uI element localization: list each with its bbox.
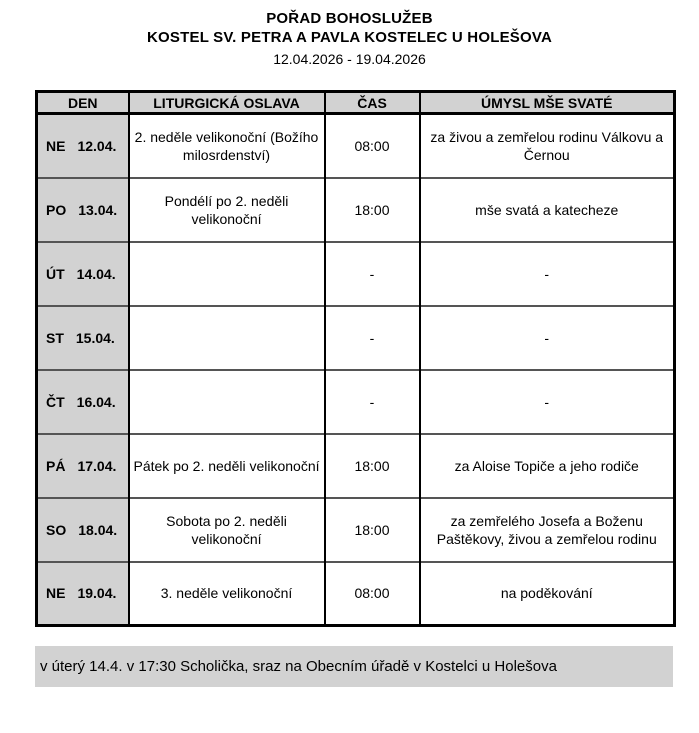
day-date: 17.04. — [77, 457, 117, 474]
day-date: 12.04. — [77, 137, 117, 154]
page-subtitle: KOSTEL SV. PETRA A PAVLA KOSTELEC U HOLEŠOVA — [147, 29, 552, 46]
day-cell — [37, 562, 129, 626]
day-abbrev: ÚT — [46, 265, 65, 282]
column-header-cas: ČAS — [325, 92, 420, 114]
day-cell — [37, 370, 129, 434]
day-date: 18.04. — [78, 521, 118, 538]
table-row — [37, 178, 675, 242]
time-cell: - — [325, 306, 420, 370]
celebration-cell — [129, 370, 325, 434]
intention-cell: na poděkování — [420, 562, 675, 626]
column-header-den: DEN — [37, 92, 129, 114]
title-block — [0, 0, 699, 69]
day-cell — [37, 498, 129, 562]
intention-cell: - — [420, 306, 675, 370]
column-header-liturgicka-oslava: LITURGICKÁ OSLAVA — [129, 92, 325, 114]
schedule-table — [35, 90, 676, 627]
day-abbrev: NE — [46, 137, 66, 154]
intention-cell: za Aloise Topiče a jeho rodiče — [420, 434, 675, 498]
day-abbrev: ČT — [46, 393, 65, 410]
celebration-cell: 3. neděle velikonoční — [129, 562, 325, 626]
header-row — [37, 92, 675, 114]
day-cell — [37, 306, 129, 370]
table-row — [37, 370, 675, 434]
time-cell: 08:00 — [325, 114, 420, 178]
table-row — [37, 562, 675, 626]
time-cell: - — [325, 370, 420, 434]
day-cell — [37, 242, 129, 306]
time-cell: 18:00 — [325, 178, 420, 242]
page-title: POŘAD BOHOSLUŽEB — [266, 10, 433, 27]
day-abbrev: ST — [46, 329, 64, 346]
day-cell — [37, 178, 129, 242]
celebration-cell: Pátek po 2. neděli velikonoční — [129, 434, 325, 498]
celebration-cell: 2. neděle velikonoční (Božího milosrdenství) — [129, 114, 325, 178]
date-range: 12.04.2026 - 19.04.2026 — [273, 51, 426, 67]
day-date: 19.04. — [77, 585, 117, 602]
day-abbrev: NE — [46, 585, 66, 602]
table-row — [37, 434, 675, 498]
day-abbrev: PÁ — [46, 457, 66, 474]
time-cell: 18:00 — [325, 498, 420, 562]
table-row — [37, 498, 675, 562]
celebration-cell: Sobota po 2. neděli velikonoční — [129, 498, 325, 562]
intention-cell: - — [420, 242, 675, 306]
time-cell: 18:00 — [325, 434, 420, 498]
footer-note: v úterý 14.4. v 17:30 Scholička, sraz na Obecním úřadě v Kostelci u Holešova — [35, 646, 673, 687]
day-date: 14.04. — [76, 265, 116, 282]
intention-cell: - — [420, 370, 675, 434]
intention-cell: za živou a zemřelou rodinu Válkovu a Černou — [420, 114, 675, 178]
time-cell: - — [325, 242, 420, 306]
day-cell — [37, 114, 129, 178]
time-cell: 08:00 — [325, 562, 420, 626]
table-row — [37, 242, 675, 306]
day-date: 13.04. — [78, 201, 118, 218]
day-date: 16.04. — [76, 393, 116, 410]
celebration-cell: Pondélí po 2. neděli velikonoční — [129, 178, 325, 242]
celebration-cell — [129, 306, 325, 370]
celebration-cell — [129, 242, 325, 306]
table-row — [37, 114, 675, 178]
column-header-umysl: ÚMYSL MŠE SVATÉ — [420, 92, 675, 114]
intention-cell: za zemřelého Josefa a Boženu Paštěkovy, živou a zemřelou rodinu — [420, 498, 675, 562]
day-abbrev: PO — [46, 201, 67, 218]
day-cell — [37, 434, 129, 498]
day-abbrev: SO — [46, 521, 67, 538]
table-row — [37, 306, 675, 370]
day-date: 15.04. — [75, 329, 115, 346]
intention-cell: mše svatá a katecheze — [420, 178, 675, 242]
